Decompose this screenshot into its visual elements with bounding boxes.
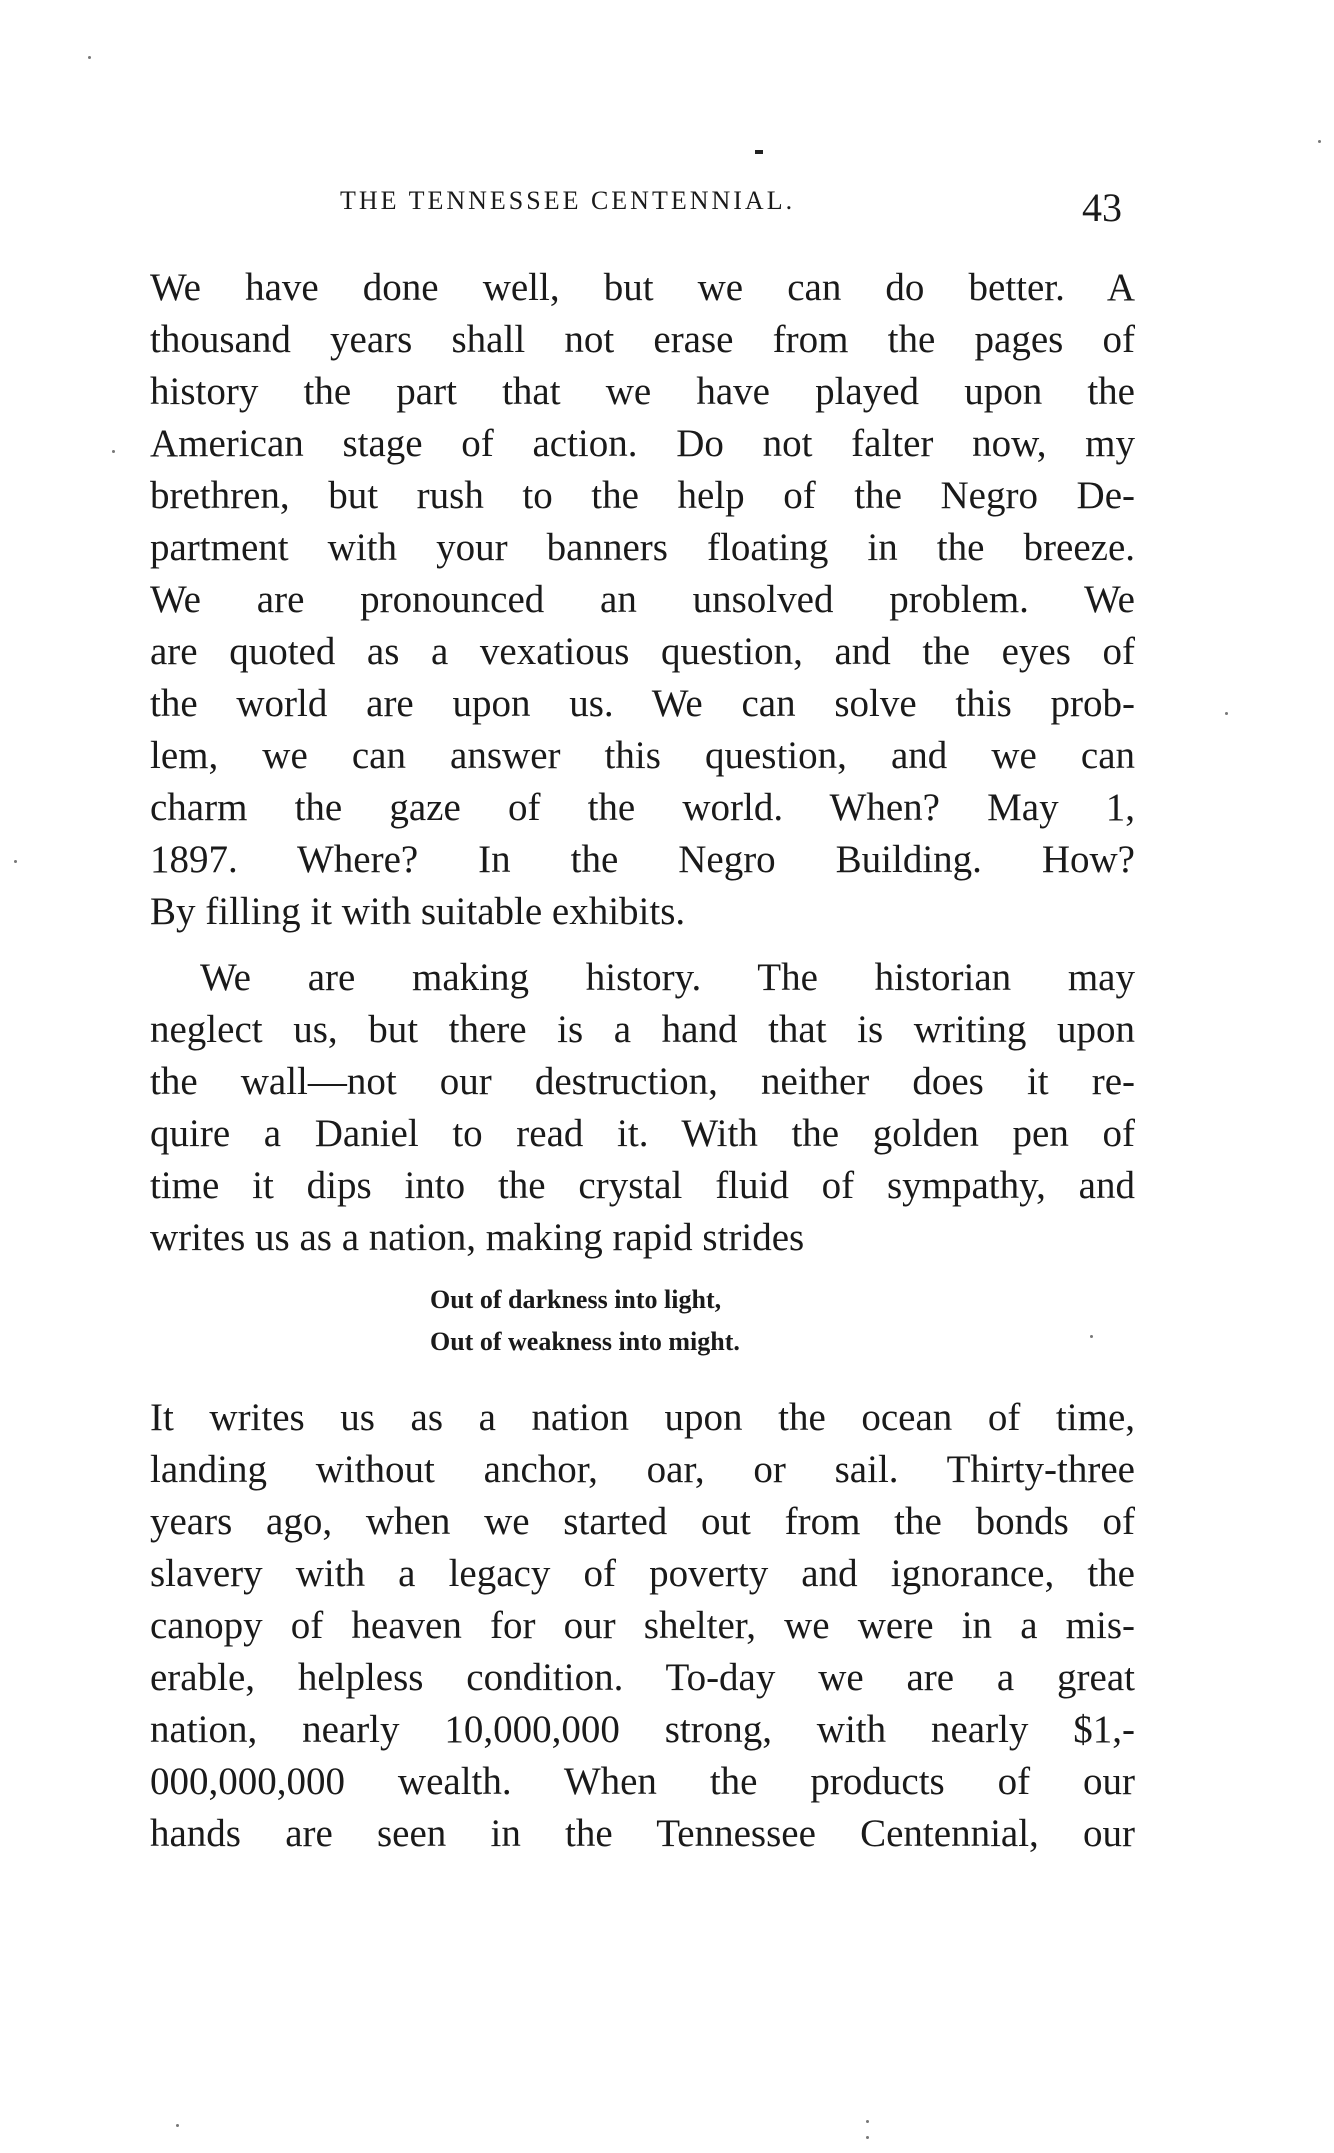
text-line: are quoted as a vexatious question, and the eyes of: [150, 630, 1135, 673]
paper-speck: [1318, 140, 1321, 143]
text-line: quire a Daniel to read it. With the golden pen of: [150, 1112, 1135, 1155]
text-line: brethren, but rush to the help of the Negro De-: [150, 474, 1135, 517]
text-line: the wall—not our destruction, neither does it re-: [150, 1060, 1135, 1103]
text-line: partment with your banners floating in the breeze.: [150, 526, 1135, 569]
text-line: erable, helpless condition. To-day we are a great: [150, 1656, 1135, 1699]
paper-speck: [176, 2124, 179, 2127]
text-line: We are making history. The historian may: [200, 956, 1135, 999]
text-line: the world are upon us. We can solve this prob-: [150, 682, 1135, 725]
paper-speck: [866, 2120, 869, 2123]
text-line: landing without anchor, oar, or sail. Thirty-three: [150, 1448, 1135, 1491]
text-line: slavery with a legacy of poverty and ignorance, the: [150, 1552, 1135, 1595]
text-line: thousand years shall not erase from the pages of: [150, 318, 1135, 361]
printer-mark: [755, 150, 763, 154]
text-line: We have done well, but we can do better. A: [150, 266, 1135, 309]
running-head: THE TENNESSEE CENTENNIAL.: [340, 186, 796, 215]
text-line: 1897. Where? In the Negro Building. How?: [150, 838, 1135, 881]
page-number: 43: [1082, 185, 1122, 230]
text-line: It writes us as a nation upon the ocean of time,: [150, 1396, 1135, 1439]
text-line: neglect us, but there is a hand that is writing upon: [150, 1008, 1135, 1051]
paper-speck: [88, 56, 91, 59]
paper-speck: [1090, 1335, 1093, 1338]
paper-speck: [112, 450, 115, 453]
text-line: charm the gaze of the world. When? May 1,: [150, 786, 1135, 829]
text-line: hands are seen in the Tennessee Centennial, our: [150, 1812, 1135, 1855]
verse-line: Out of darkness into light,: [430, 1285, 722, 1314]
text-line: We are pronounced an unsolved problem. We: [150, 578, 1135, 621]
text-line: years ago, when we started out from the bonds of: [150, 1500, 1135, 1543]
text-line: 000,000,000 wealth. When the products of our: [150, 1760, 1135, 1803]
text-line: writes us as a nation, making rapid strides: [150, 1216, 805, 1259]
text-line: American stage of action. Do not falter now, my: [150, 422, 1135, 465]
text-line: history the part that we have played upon the: [150, 370, 1135, 413]
paper-speck: [1225, 712, 1228, 715]
text-line: lem, we can answer this question, and we can: [150, 734, 1135, 777]
verse-line: Out of weakness into might.: [430, 1327, 740, 1356]
text-line: time it dips into the crystal fluid of sympathy, and: [150, 1164, 1135, 1207]
text-line: canopy of heaven for our shelter, we were in a mis-: [150, 1604, 1135, 1647]
text-line: nation, nearly 10,000,000 strong, with nearly $1,-: [150, 1708, 1135, 1751]
text-line: By filling it with suitable exhibits.: [150, 890, 686, 933]
paper-speck: [866, 2136, 869, 2139]
paper-speck: [14, 860, 17, 863]
